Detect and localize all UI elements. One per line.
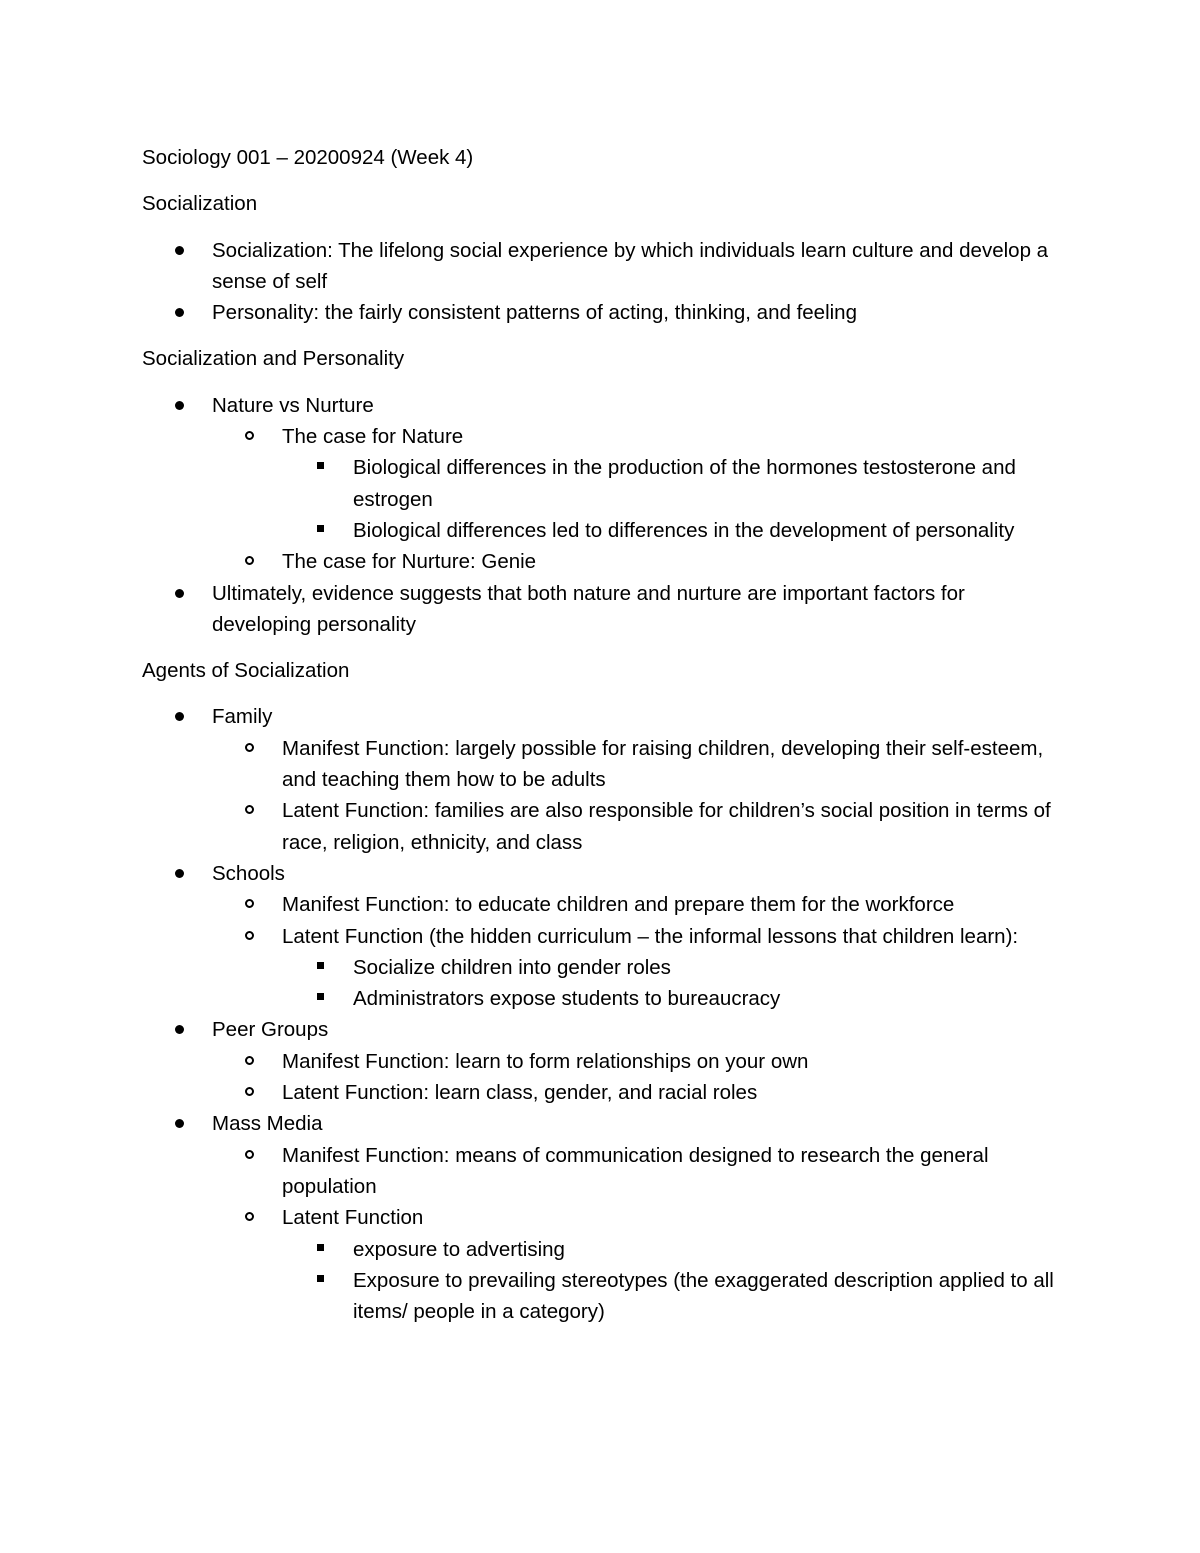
section-heading: Socialization xyxy=(142,192,258,216)
list-item-text: Peer Groups xyxy=(212,1018,329,1042)
filled-circle-bullet-icon xyxy=(175,712,184,721)
list-item-level-3 xyxy=(142,952,1062,983)
list-item-text: Personality: the fairly consistent patterns of acting, thinking, and feeling xyxy=(212,301,857,325)
list-item-text: exposure to advertising xyxy=(353,1237,565,1261)
section-heading: Agents of Socialization xyxy=(142,659,350,683)
list-item-level-1 xyxy=(142,297,1062,328)
hollow-circle-bullet-icon xyxy=(245,1056,254,1065)
section-list xyxy=(142,235,1062,329)
list-item-level-3 xyxy=(142,515,1062,546)
section-heading: Socialization and Personality xyxy=(142,347,405,371)
filled-circle-bullet-icon xyxy=(175,308,184,317)
list-item-text: Nature vs Nurture xyxy=(212,393,374,417)
list-item-text: Socialize children into gender roles xyxy=(353,955,671,979)
hollow-circle-bullet-icon xyxy=(245,431,254,440)
section-list xyxy=(142,390,1062,640)
list-item-level-1 xyxy=(142,1108,1062,1139)
list-item-text: Family xyxy=(212,705,273,729)
list-item-level-2 xyxy=(142,546,1062,577)
list-item-level-2 xyxy=(142,1202,1062,1233)
list-item-text: Manifest Function: to educate children and prepare them for the workforce xyxy=(282,893,955,917)
list-item-text: Manifest Function: means of communication designed to research the general population xyxy=(282,1143,989,1198)
list-item-level-1 xyxy=(142,701,1062,732)
list-item-text: Biological differences in the production of the hormones testosterone and estrogen xyxy=(353,456,1016,511)
list-item-level-2 xyxy=(142,889,1062,920)
filled-circle-bullet-icon xyxy=(175,401,184,410)
list-item-level-1 xyxy=(142,858,1062,889)
square-bullet-icon xyxy=(317,962,324,969)
list-item-text: Mass Media xyxy=(212,1112,323,1136)
list-item-text: Latent Function: families are also responsible for children’s social position in terms of race, religion, ethnicity, and class xyxy=(282,799,1051,854)
list-item-level-2 xyxy=(142,1046,1062,1077)
hollow-circle-bullet-icon xyxy=(245,556,254,565)
list-item-text: Latent Function xyxy=(282,1206,424,1230)
list-item-text: Administrators expose students to bureaucracy xyxy=(353,987,781,1011)
list-item-level-1 xyxy=(142,235,1062,298)
list-item-level-3 xyxy=(142,983,1062,1014)
list-item-level-3 xyxy=(142,1234,1062,1265)
list-item-level-1 xyxy=(142,578,1062,641)
list-item-text: Schools xyxy=(212,861,285,885)
hollow-circle-bullet-icon xyxy=(245,1212,254,1221)
hollow-circle-bullet-icon xyxy=(245,805,254,814)
list-item-text: Ultimately, evidence suggests that both nature and nurture are important factors for developing personality xyxy=(212,581,965,636)
list-item-text: The case for Nature xyxy=(282,425,464,449)
sections-container xyxy=(142,188,1062,1327)
square-bullet-icon xyxy=(317,462,324,469)
hollow-circle-bullet-icon xyxy=(245,931,254,940)
filled-circle-bullet-icon xyxy=(175,589,184,598)
list-item-level-3 xyxy=(142,1265,1062,1328)
document-body xyxy=(142,142,1062,1342)
hollow-circle-bullet-icon xyxy=(245,899,254,908)
list-item-level-2 xyxy=(142,1077,1062,1108)
list-item-level-2 xyxy=(142,921,1062,952)
list-item-level-2 xyxy=(142,795,1062,858)
hollow-circle-bullet-icon xyxy=(245,1087,254,1096)
square-bullet-icon xyxy=(317,525,324,532)
list-item-level-3 xyxy=(142,452,1062,515)
square-bullet-icon xyxy=(317,1275,324,1282)
square-bullet-icon xyxy=(317,1244,324,1251)
filled-circle-bullet-icon xyxy=(175,246,184,255)
list-item-text: Manifest Function: largely possible for raising children, developing their self-esteem, and teaching them how to be adults xyxy=(282,736,1044,792)
list-item-level-2 xyxy=(142,421,1062,452)
list-item-text: Latent Function: learn class, gender, and racial roles xyxy=(282,1081,758,1105)
list-item-text: The case for Nurture: Genie xyxy=(282,550,537,574)
list-item-text: Latent Function (the hidden curriculum – the informal lessons that children learn): xyxy=(282,924,1019,948)
list-item-level-1 xyxy=(142,390,1062,421)
filled-circle-bullet-icon xyxy=(175,1025,184,1034)
section-list xyxy=(142,701,1062,1327)
hollow-circle-bullet-icon xyxy=(245,1150,254,1159)
list-item-level-1 xyxy=(142,1014,1062,1045)
list-item-level-2 xyxy=(142,1140,1062,1203)
list-item-text: Manifest Function: learn to form relationships on your own xyxy=(282,1049,809,1073)
filled-circle-bullet-icon xyxy=(175,1119,184,1128)
list-item-text: Biological differences led to differences in the development of personality xyxy=(353,518,1015,542)
list-item-text: Socialization: The lifelong social experience by which individuals learn culture and develop a sense of self xyxy=(212,238,1049,293)
list-item-text: Exposure to prevailing stereotypes (the exaggerated description applied to all items/ people in a category) xyxy=(353,1268,1054,1324)
document-title: Sociology 001 – 20200924 (Week 4) xyxy=(142,146,474,169)
filled-circle-bullet-icon xyxy=(175,869,184,878)
list-item-level-2 xyxy=(142,733,1062,796)
square-bullet-icon xyxy=(317,993,324,1000)
hollow-circle-bullet-icon xyxy=(245,743,254,752)
